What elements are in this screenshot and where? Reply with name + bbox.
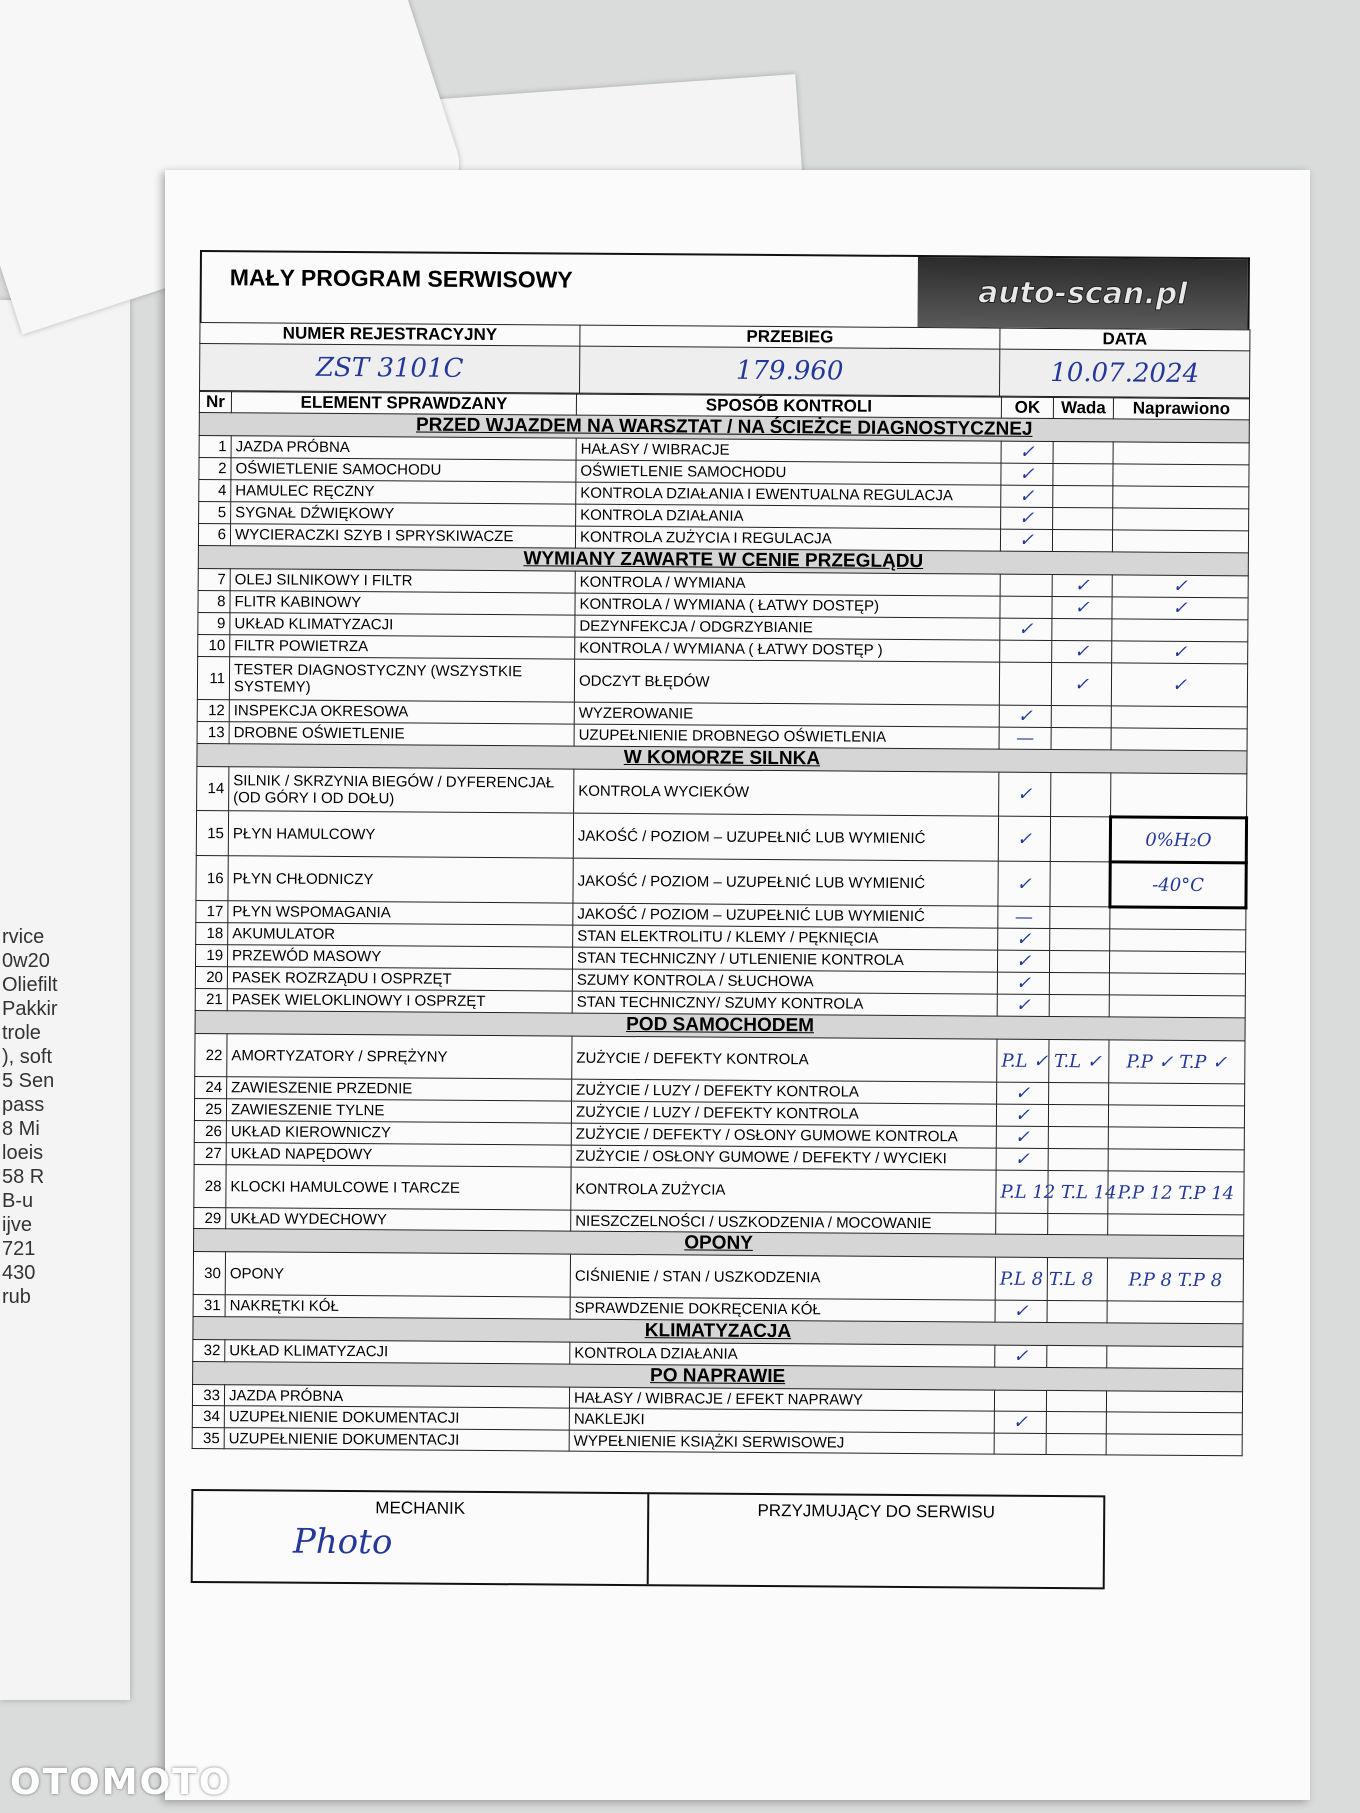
row-wada [1051, 705, 1111, 727]
row-element: INSPEKCJA OKRESOWA [229, 700, 574, 724]
row-ok: ✓ [997, 950, 1049, 972]
row-element: JAZDA PRÓBNA [231, 436, 576, 460]
row-element: UKŁAD KLIMATYZACJI [230, 613, 575, 637]
row-fix [1108, 1127, 1244, 1150]
row-fix [1112, 530, 1248, 553]
col-nr: Nr [199, 392, 231, 413]
row-method: HAŁASY / WIBRACJE / EFEKT NAPRAWY [569, 1387, 994, 1411]
row-nr: 14 [197, 766, 229, 810]
row-fix [1109, 995, 1245, 1018]
row-method: STAN TECHNICZNY / UTLENIENIE KONTROLA [572, 947, 997, 972]
mechanic-signature: Photo [292, 1521, 393, 1563]
registration-value: ZST 3101C [200, 344, 580, 394]
row-ok [1000, 596, 1052, 618]
row-element: PRZEWÓD MASOWY [227, 945, 572, 969]
row-fix: ✓ [1111, 663, 1247, 707]
registration-table [199, 322, 1250, 398]
row-ok: — [999, 727, 1051, 749]
row-wada [1052, 618, 1112, 640]
row-wada [1049, 994, 1109, 1016]
row-method: KONTROLA ZUŻYCIA [571, 1167, 996, 1213]
row-fix [1108, 1149, 1244, 1172]
row-nr: 6 [198, 523, 230, 545]
row-fix [1110, 929, 1246, 952]
row-ok [996, 1213, 1048, 1234]
row-nr: 16 [196, 855, 228, 900]
row-nr: 25 [194, 1098, 226, 1120]
otomoto-watermark: OTOMOTO [10, 1762, 232, 1803]
row-method: NAKLEJKI [569, 1408, 994, 1433]
row-method: JAKOŚĆ / POZIOM – UZUPEŁNIĆ LUB WYMIENIĆ [573, 813, 998, 861]
row-method: ZUŻYCIE / LUZY / DEFEKTY KONTROLA [572, 1079, 997, 1104]
row-method: KONTROLA / WYMIANA ( ŁATWY DOSTĘP ) [575, 637, 1000, 662]
row-fix: ✓ [1112, 575, 1248, 598]
row-ok: ✓ [1001, 485, 1053, 507]
row-fix [1113, 442, 1249, 465]
row-ok: ✓ [1000, 529, 1052, 551]
row-nr: 15 [196, 810, 228, 855]
row-nr: 11 [197, 656, 229, 699]
row-nr: 9 [198, 612, 230, 634]
side-text-line: pass [2, 1094, 45, 1116]
row-wada [1052, 529, 1112, 551]
row-ok: ✓ [998, 928, 1050, 950]
row-ok: ✓ [1000, 618, 1052, 640]
row-element: SILNIK / SKRZYNIA BIEGÓW / DYFERENCJAŁ (OD GÓRY I OD DOŁU) [229, 767, 574, 813]
row-element: WYCIERACZKI SZYB I SPRYSKIWACZE [230, 524, 575, 548]
row-fix [1111, 728, 1247, 751]
row-wada: ✓ [1052, 574, 1112, 596]
row-nr: 7 [198, 568, 230, 590]
row-fix: P.P ✓ T.P ✓ [1109, 1040, 1245, 1084]
side-text-line: ), soft [2, 1046, 53, 1068]
section-title: PRZED WJAZDEM NA WARSZTAT / NA ŚCIEŻCE DIAGNOSTYCZNEJ [199, 412, 1249, 442]
row-element: ZAWIESZENIE PRZEDNIE [227, 1077, 572, 1101]
row-ok: ✓ [999, 705, 1051, 727]
receiver-cell [647, 1494, 1104, 1587]
row-element: PŁYN HAMULCOWY [228, 811, 573, 858]
row-element: UZUPEŁNIENIE DOKUMENTACJI [224, 1428, 569, 1451]
row-ok: ✓ [998, 861, 1050, 906]
col-wada: Wada [1053, 397, 1113, 418]
row-nr: 30 [193, 1251, 225, 1294]
row-nr: 32 [193, 1339, 225, 1361]
row-fix [1113, 508, 1249, 531]
row-ok: ✓ [997, 972, 1049, 994]
row-wada [1051, 772, 1111, 816]
row-nr: 19 [195, 944, 227, 966]
row-ok: ✓ [1001, 507, 1053, 529]
row-fix: P.P 8 T.P 8 [1107, 1258, 1243, 1302]
row-wada [1046, 1390, 1106, 1411]
row-wada [1051, 727, 1111, 749]
row-fix: P.P 12 T.P 14 [1108, 1171, 1244, 1215]
row-fix [1113, 464, 1249, 487]
row-nr: 4 [199, 479, 231, 501]
row-nr: 31 [193, 1294, 225, 1316]
row-ok: P.L 12 T.L 14 [996, 1170, 1048, 1213]
side-text-line: trole [2, 1022, 41, 1044]
row-element: AMORTYZATORY / SPRĘŻYNY [227, 1034, 572, 1079]
row-nr: 17 [196, 900, 228, 922]
row-wada [1050, 906, 1110, 928]
row-ok: ✓ [997, 994, 1049, 1016]
row-nr: 5 [199, 501, 231, 523]
row-nr: 1 [199, 435, 231, 457]
row-wada [1049, 1082, 1109, 1104]
row-ok: ✓ [996, 1148, 1048, 1170]
mileage-label: PRZEBIEG [580, 325, 1000, 349]
row-method: STAN TECHNICZNY/ SZUMY KONTROLA [572, 991, 997, 1016]
logo-text: auto-scan.pl [977, 274, 1188, 312]
side-text-line: loeis [2, 1142, 44, 1164]
row-ok: ✓ [1001, 441, 1053, 463]
row-ok [1000, 574, 1052, 596]
row-fix [1107, 1301, 1243, 1324]
service-form-page [165, 170, 1310, 1800]
row-nr: 27 [194, 1142, 226, 1164]
row-element: PASEK WIELOKLINOWY I OSPRZĘT [227, 989, 572, 1013]
row-wada: ✓ [1051, 662, 1111, 705]
row-nr: 35 [192, 1427, 224, 1448]
section-title: POD SAMOCHODEM [195, 1010, 1245, 1040]
row-wada [1053, 441, 1113, 463]
row-method: ZUŻYCIE / DEFEKTY KONTROLA [572, 1036, 997, 1082]
row-ok: ✓ [1001, 463, 1053, 485]
brand-logo [917, 257, 1247, 329]
row-ok: ✓ [998, 816, 1050, 861]
row-element: PŁYN WSPOMAGANIA [228, 901, 573, 925]
row-method: SPRAWDZENIE DOKRĘCENIA KÓŁ [570, 1297, 995, 1322]
side-text-line: 5 Sen [2, 1070, 55, 1092]
row-nr: 2 [199, 457, 231, 479]
side-text-line: Pakkir [2, 998, 58, 1020]
row-ok [1000, 640, 1052, 662]
row-wada [1047, 1300, 1107, 1322]
side-text-line: B-u [2, 1190, 34, 1212]
row-nr: 24 [195, 1076, 227, 1098]
row-method: JAKOŚĆ / POZIOM – UZUPEŁNIĆ LUB WYMIENIĆ [573, 858, 998, 906]
side-text-line: rub [2, 1286, 31, 1308]
row-element: KLOCKI HAMULCOWE I TARCZE [226, 1165, 571, 1210]
table-row [196, 855, 1246, 907]
row-wada [1048, 1126, 1108, 1148]
side-text-line: 0w20 [2, 950, 50, 972]
row-ok: ✓ [994, 1411, 1046, 1433]
mileage-value: 179.960 [580, 346, 1000, 396]
row-fix [1109, 1083, 1245, 1106]
row-method: KONTROLA DZIAŁANIA I EWENTUALNA REGULACJA [576, 482, 1001, 507]
row-ok: ✓ [996, 1104, 1048, 1126]
row-element: UZUPEŁNIENIE DOKUMENTACJI [224, 1406, 569, 1430]
row-method: WYZEROWANIE [574, 702, 999, 727]
row-method: KONTROLA DZIAŁANIA [576, 504, 1001, 529]
row-element: OŚWIETLENIE SAMOCHODU [231, 458, 576, 482]
row-fix [1108, 1214, 1244, 1236]
row-nr: 13 [197, 721, 229, 743]
signature-box [191, 1489, 1106, 1589]
row-wada [1049, 950, 1109, 972]
row-fix [1106, 1434, 1242, 1456]
row-ok [994, 1390, 1046, 1411]
row-nr: 12 [197, 699, 229, 721]
row-fix [1109, 951, 1245, 974]
row-method: KONTROLA / WYMIANA [575, 571, 1000, 596]
row-element: UKŁAD KLIMATYZACJI [225, 1340, 570, 1364]
table-row [194, 1164, 1244, 1214]
row-element: UKŁAD KIEROWNICZY [226, 1121, 571, 1145]
row-fix [1113, 486, 1249, 509]
row-element: PASEK ROZRZĄDU I OSPRZĘT [227, 967, 572, 991]
row-element: FLITR KABINOWY [230, 591, 575, 615]
row-fix [1106, 1412, 1242, 1435]
row-fix [1112, 619, 1248, 642]
col-method: SPOSÓB KONTROLI [576, 394, 1001, 418]
row-element: TESTER DIAGNOSTYCZNY (WSZYSTKIE SYSTEMY) [229, 657, 574, 702]
section-title: OPONY [194, 1228, 1244, 1258]
row-element: OLEJ SILNIKOWY I FILTR [230, 569, 575, 593]
row-element: ZAWIESZENIE TYLNE [226, 1099, 571, 1123]
row-method: WYPEŁNIENIE KSIĄŻKI SERWISOWEJ [569, 1430, 994, 1454]
section-title: W KOMORZE SILNKA [197, 743, 1247, 773]
row-wada: ✓ [1052, 640, 1112, 662]
side-text-line: 58 R [2, 1166, 45, 1188]
row-fix [1106, 1391, 1242, 1413]
row-method: JAKOŚĆ / POZIOM – UZUPEŁNIĆ LUB WYMIENIĆ [573, 903, 998, 928]
row-wada [1049, 972, 1109, 994]
row-method: SZUMY KONTROLA / SŁUCHOWA [572, 969, 997, 994]
row-fix [1111, 773, 1247, 818]
row-nr: 34 [192, 1405, 224, 1427]
checklist-table [192, 391, 1251, 1456]
section-title: KLIMATYZACJA [193, 1316, 1243, 1346]
row-nr: 20 [195, 966, 227, 988]
row-method: KONTROLA DZIAŁANIA [570, 1342, 995, 1367]
row-element: PŁYN CHŁODNICZY [228, 856, 573, 903]
row-ok: P.L ✓ T.L ✓ [997, 1039, 1049, 1082]
row-ok: ✓ [995, 1300, 1047, 1322]
row-method: KONTROLA ZUŻYCIA I REGULACJA [575, 526, 1000, 551]
row-wada [1053, 463, 1113, 485]
row-ok: ✓ [995, 1345, 1047, 1367]
row-element: FILTR POWIETRZA [230, 635, 575, 659]
row-wada [1046, 1411, 1106, 1433]
row-method: ODCZYT BŁĘDÓW [574, 659, 999, 705]
row-fix [1107, 1346, 1243, 1369]
row-nr: 22 [195, 1033, 227, 1076]
form-title: MAŁY PROGRAM SERWISOWY [229, 264, 573, 293]
row-wada [1050, 861, 1110, 906]
col-element: ELEMENT SPRAWDZANY [231, 392, 576, 415]
col-ok: OK [1001, 397, 1053, 418]
date-value: 10.07.2024 [999, 349, 1249, 398]
row-method: ZUŻYCIE / LUZY / DEFEKTY KONTROLA [571, 1101, 996, 1126]
row-nr: 8 [198, 590, 230, 612]
row-element: SYGNAŁ DŹWIĘKOWY [231, 502, 576, 526]
row-wada [1047, 1345, 1107, 1367]
side-text-line: 430 [2, 1262, 36, 1284]
row-fix: -40°C [1110, 862, 1246, 908]
row-nr: 28 [194, 1164, 226, 1207]
side-text-line: rvice [2, 926, 45, 948]
row-method: UZUPEŁNIENIE DROBNEGO OŚWIETLENIA [574, 724, 999, 749]
row-wada [1050, 816, 1110, 861]
table-row [197, 766, 1247, 817]
row-wada [1048, 1148, 1108, 1170]
row-wada [1046, 1433, 1106, 1454]
form-header [199, 250, 1249, 329]
row-wada [1050, 928, 1110, 950]
row-nr: 10 [198, 634, 230, 656]
row-nr: 33 [192, 1384, 224, 1405]
date-label: DATA [1000, 328, 1250, 351]
row-ok: ✓ [996, 1126, 1048, 1148]
row-fix: ✓ [1112, 597, 1248, 620]
row-method: STAN ELEKTROLITU / KLEMY / PĘKNIĘCIA [573, 925, 998, 950]
table-row [193, 1251, 1243, 1301]
side-text-line: 721 [2, 1238, 36, 1260]
mechanic-cell [193, 1491, 648, 1584]
row-method: CIŚNIENIE / STAN / USZKODZENIA [570, 1254, 995, 1300]
row-fix [1108, 1105, 1244, 1128]
row-fix: ✓ [1112, 641, 1248, 664]
row-wada [1048, 1104, 1108, 1126]
row-fix [1110, 907, 1246, 930]
row-nr: 18 [196, 922, 228, 944]
row-method: DEZYNFEKCJA / ODGRZYBIANIE [575, 615, 1000, 640]
side-text-line: ijve [2, 1214, 33, 1236]
row-method: KONTROLA WYCIEKÓW [574, 769, 999, 816]
row-wada [1053, 485, 1113, 507]
mechanic-label: MECHANIK [375, 1498, 466, 1518]
side-text-line: Oliefilt [2, 974, 58, 996]
row-ok: ✓ [999, 772, 1051, 816]
row-element: NAKRĘTKI KÓŁ [225, 1295, 570, 1319]
row-wada [1048, 1213, 1108, 1234]
row-element: UKŁAD NAPĘDOWY [226, 1143, 571, 1167]
row-ok: P.L 8 T.L 8 [995, 1257, 1047, 1300]
row-nr: 21 [195, 988, 227, 1010]
row-method: NIESZCZELNOŚCI / USZKODZENIA / MOCOWANIE [571, 1210, 996, 1234]
section-title: PO NAPRAWIE [193, 1361, 1243, 1391]
row-wada: ✓ [1052, 596, 1112, 618]
row-element: JAZDA PRÓBNA [224, 1385, 569, 1408]
row-method: OŚWIETLENIE SAMOCHODU [576, 460, 1001, 485]
row-wada [1053, 507, 1113, 529]
table-row [197, 656, 1247, 706]
row-method: HAŁASY / WIBRACJE [576, 438, 1001, 463]
row-method: ZUŻYCIE / DEFEKTY / OSŁONY GUMOWE KONTROLA [571, 1123, 996, 1148]
row-fix: 0%H₂O [1110, 817, 1246, 863]
row-ok: ✓ [997, 1082, 1049, 1104]
row-ok: — [998, 906, 1050, 928]
row-nr: 29 [194, 1207, 226, 1228]
row-ok [994, 1433, 1046, 1454]
row-element: UKŁAD WYDECHOWY [226, 1208, 571, 1231]
row-element: AKUMULATOR [228, 923, 573, 947]
row-method: ZUŻYCIE / OSŁONY GUMOWE / DEFEKTY / WYCIEKI [571, 1145, 996, 1170]
row-nr: 26 [194, 1120, 226, 1142]
col-naprawiono: Naprawiono [1113, 398, 1249, 420]
side-text-line: 8 Mi [2, 1118, 40, 1140]
section-title: WYMIANY ZAWARTE W CENIE PRZEGLĄDU [198, 545, 1248, 575]
table-row [196, 810, 1246, 862]
receiver-label: PRZYJMUJĄCY DO SERWISU [757, 1500, 995, 1522]
row-ok [999, 662, 1051, 705]
row-element: HAMULEC RĘCZNY [231, 480, 576, 504]
background-side-text [2, 925, 58, 1309]
row-fix [1111, 706, 1247, 729]
row-element: DROBNE OŚWIETLENIE [229, 722, 574, 746]
table-row [195, 1033, 1245, 1083]
service-form [191, 250, 1250, 1590]
registration-label: NUMER REJESTRACYJNY [200, 323, 580, 347]
row-method: KONTROLA / WYMIANA ( ŁATWY DOSTĘP) [575, 593, 1000, 618]
row-fix [1109, 973, 1245, 996]
row-element: OPONY [225, 1252, 570, 1297]
